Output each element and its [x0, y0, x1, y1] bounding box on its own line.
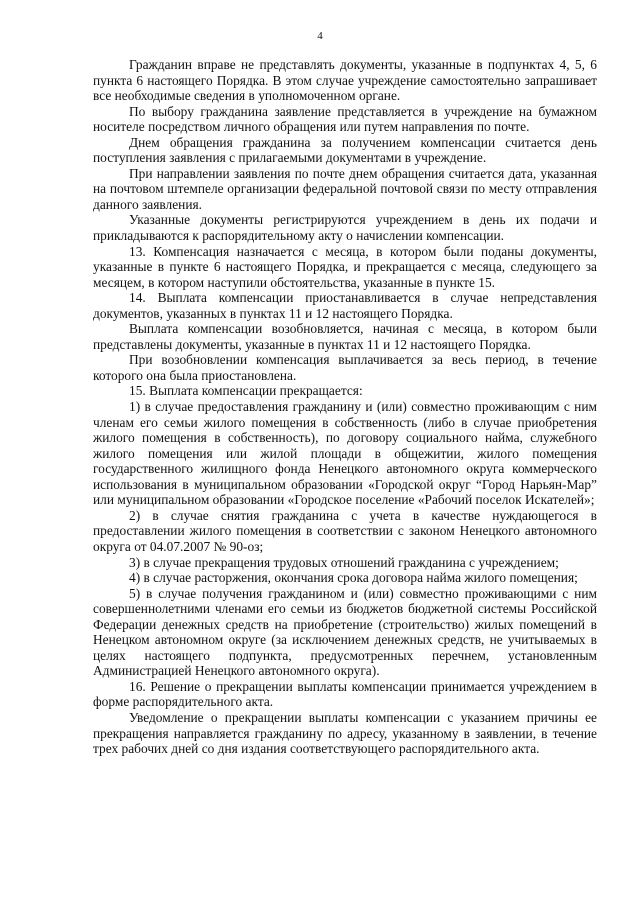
paragraph-resumption: Выплата компенсации возобновляется, начиная с месяца, в котором были представлены документы, указанные в пунктах 11 и 12 настоящего Порядка.: [93, 321, 597, 352]
paragraph-submission-method: По выбору гражданина заявление представляется в учреждение на бумажном носителе посредством личного обращения или путем направления по почте.: [93, 103, 597, 135]
paragraph-item-15: 15. Выплата компенсации прекращается:: [129, 383, 363, 399]
paragraph-item-14: 14. Выплата компенсации приостанавливается в случае непредставления документов, указанных в пунктах 11 и 12 настоящего Порядка.: [93, 290, 597, 321]
paragraph-item-15-4: 4) в случае расторжения, окончания срока договора найма жилого помещения;: [129, 570, 578, 586]
paragraph-item-15-1: 1) в случае предоставления гражданину и (или) совместно проживающим с ним членам его семьи жилого помещения в собственность (либо в случае приобретения жилого помещения в собственность), по договору социального найма, служебного жилого помещения или жилой площади в общежитии, жилого помещения государственного жилищного фонда Ненецкого автономного округа коммерческого использования в муниципальном образовании «Городской округ “Город Нарьян-Мар” или муниципальном образовании «Городское поселение «Рабочий поселок Искателей»;: [93, 399, 597, 508]
paragraph-item-15-3: 3) в случае прекращения трудовых отношений гражданина с учреждением;: [129, 554, 559, 570]
paragraph-item-13: 13. Компенсация назначается с месяца, в котором были поданы документы, указанные в пункте 6 настоящего Порядка, и прекращается с месяца, следующего за месяцем, в котором наступили обстоятельства, указанные в пункте 15.: [93, 243, 597, 290]
document-body: [93, 57, 597, 757]
paragraph-item-16: 16. Решение о прекращении выплаты компенсации принимается учреждением в форме распорядительного акта.: [93, 678, 597, 710]
paragraph-registration: Указанные документы регистрируются учреждением в день их подачи и прикладываются к распорядительному акту о начислении компенсации.: [93, 212, 597, 244]
paragraph-documents-not-required: Гражданин вправе не представлять документы, указанные в подпунктах 4, 5, 6 пункта 6 настоящего Порядка. В этом случае учреждение самостоятельно запрашивает все необходимые сведения в уполномоченном органе.: [93, 57, 597, 104]
paragraph-resumption-period: При возобновлении компенсация выплачивается за весь период, в течение которого она была приостановлена.: [93, 352, 597, 383]
paragraph-item-15-2: 2) в случае снятия гражданина с учета в качестве нуждающегося в предоставлении жилого помещения в соответствии с законом Ненецкого автономного округа от 04.07.2007 № 90-оз;: [93, 507, 597, 554]
page-number: 4: [317, 30, 323, 42]
paragraph-postal-date: При направлении заявления по почте днем обращения считается дата, указанная на почтовом штемпеле организации федеральной почтовой связи по месту отправления данного заявления.: [93, 165, 597, 212]
paragraph-notification: Уведомление о прекращении выплаты компенсации с указанием причины ее прекращения направляется гражданину по адресу, указанному в заявлении, в течение трех рабочих дней со дня издания соответствующего распорядительного акта.: [93, 709, 597, 757]
paragraph-item-15-5: 5) в случае получения гражданином и (или) совместно проживающими с ним совершеннолетними членами его семьи из бюджетов бюджетной системы Российской Федерации денежных средств на приобретение (строительство) жилых помещений в Ненецком автономном округе (за исключением денежных средств, не учитываемых в целях настоящего подпункта, предусмотренных перечнем, установленным Администрацией Ненецкого автономного округа).: [93, 585, 597, 679]
paragraph-application-date: Днем обращения гражданина за получением компенсации считается день поступления заявления с прилагаемыми документами в учреждение.: [93, 134, 597, 166]
